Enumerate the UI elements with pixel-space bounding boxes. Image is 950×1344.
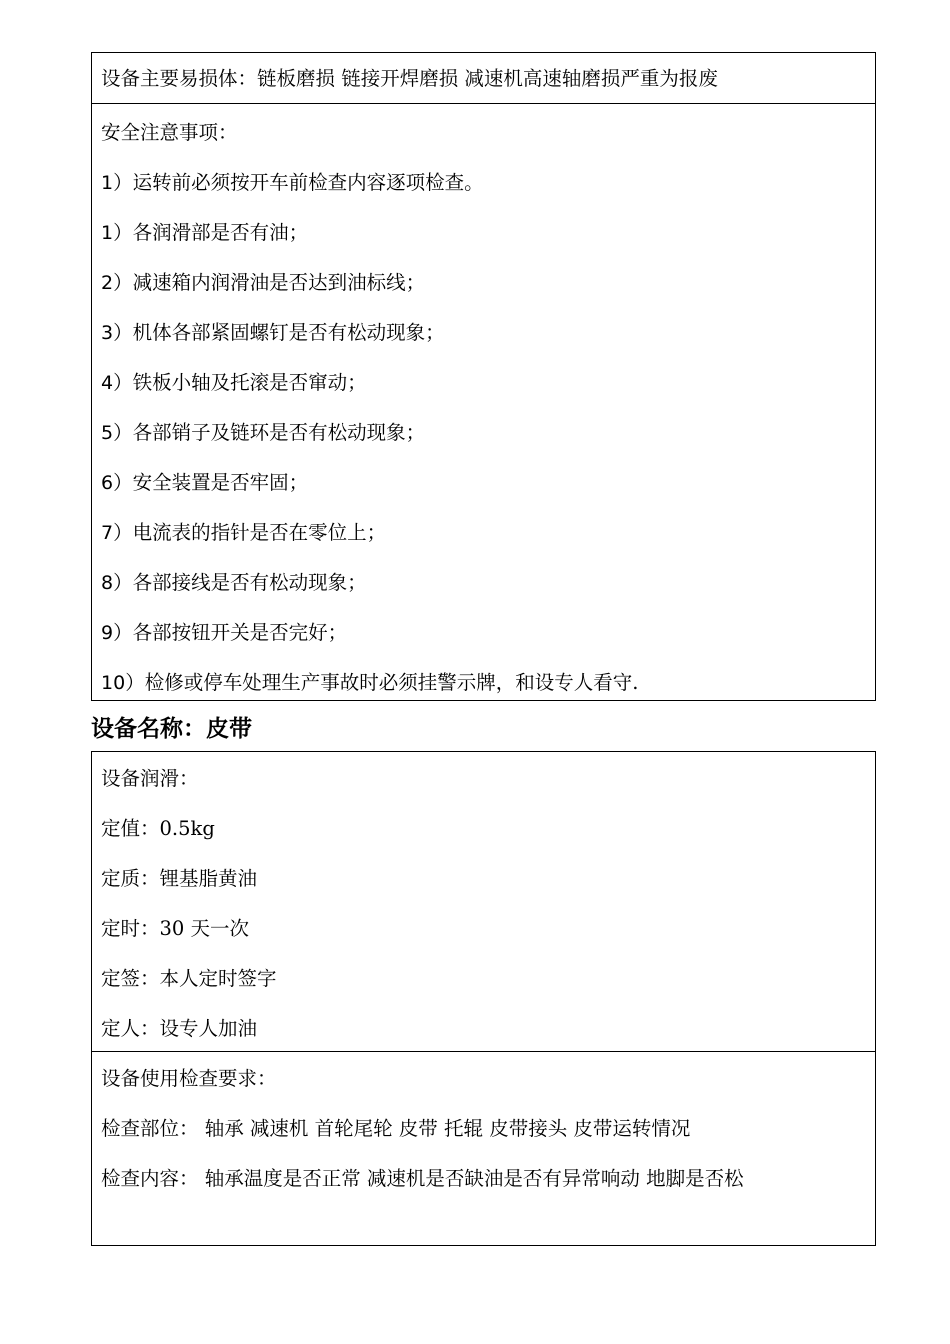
lubrication-line: 定时：30 天一次 bbox=[101, 917, 250, 940]
inspection-cell bbox=[92, 1052, 875, 1204]
safety-item-number: 5 bbox=[101, 422, 114, 444]
safety-item-text: ）各润滑部是否有油； bbox=[113, 221, 309, 244]
safety-item-text: ）检修或停车处理生产事故时必须挂警示牌，和设专人看守. bbox=[125, 671, 639, 694]
lubrication-line: 定质：锂基脂黄油 bbox=[101, 867, 258, 890]
safety-item-text: ）各部按钮开关是否完好； bbox=[113, 621, 348, 644]
safety-title: 安全注意事项： bbox=[101, 121, 238, 144]
safety-item-number: 1 bbox=[101, 172, 114, 194]
safety-item-number: 4 bbox=[101, 372, 114, 394]
lubrication-line: 定值：0.5kg bbox=[101, 817, 215, 840]
safety-item bbox=[101, 508, 875, 558]
safety-item bbox=[101, 208, 875, 258]
safety-item bbox=[101, 658, 875, 708]
safety-item bbox=[101, 558, 875, 608]
lubrication-list bbox=[101, 754, 875, 1054]
safety-item bbox=[101, 308, 875, 358]
safety-item-number: 2 bbox=[101, 272, 114, 294]
inspection-line: 检查部位： 轴承 减速机 首轮尾轮 皮带 托辊 皮带接头 皮带运转情况 bbox=[101, 1117, 691, 1140]
top-table bbox=[91, 52, 876, 701]
safety-item bbox=[101, 358, 875, 408]
safety-item bbox=[101, 458, 875, 508]
bottom-table bbox=[91, 751, 876, 1246]
safety-item bbox=[101, 258, 875, 308]
safety-item-number: 10 bbox=[101, 672, 126, 694]
inspection-line: 设备使用检查要求： bbox=[101, 1067, 277, 1090]
lubrication-cell bbox=[92, 752, 875, 1052]
safety-item-text: ）机体各部紧固螺钉是否有松动现象； bbox=[113, 321, 445, 344]
safety-item-text: ）各部销子及链环是否有松动现象； bbox=[113, 421, 426, 444]
inspection-line: 检查内容： 轴承温度是否正常 减速机是否缺油是否有异常响动 地脚是否松 bbox=[101, 1167, 744, 1190]
safety-item bbox=[101, 408, 875, 458]
safety-item-text: ）铁板小轴及托滚是否窜动； bbox=[113, 371, 367, 394]
safety-cell bbox=[92, 104, 875, 708]
wear-parts-text: 设备主要易损体：链板磨损 链接开焊磨损 减速机高速轴磨损严重为报废 bbox=[101, 67, 718, 90]
section-title: 设备名称：皮带 bbox=[91, 716, 252, 742]
wear-parts-cell bbox=[92, 53, 875, 104]
safety-item-text: ）运转前必须按开车前检查内容逐项检查。 bbox=[113, 171, 484, 194]
safety-item-number: 6 bbox=[101, 472, 114, 494]
safety-item-text: ）减速箱内润滑油是否达到油标线； bbox=[113, 271, 426, 294]
safety-item-text: ）电流表的指针是否在零位上； bbox=[113, 521, 387, 544]
lubrication-line: 定人：设专人加油 bbox=[101, 1017, 258, 1040]
safety-item-number: 7 bbox=[101, 522, 114, 544]
lubrication-line: 设备润滑： bbox=[101, 767, 199, 790]
safety-item bbox=[101, 158, 875, 208]
lubrication-line: 定签：本人定时签字 bbox=[101, 967, 277, 990]
safety-item-number: 3 bbox=[101, 322, 114, 344]
safety-item bbox=[101, 608, 875, 658]
safety-item-text: ）安全装置是否牢固； bbox=[113, 471, 309, 494]
safety-item-number: 1 bbox=[101, 222, 114, 244]
safety-item-text: ）各部接线是否有松动现象； bbox=[113, 571, 367, 594]
safety-list bbox=[101, 158, 875, 708]
safety-item-number: 8 bbox=[101, 572, 114, 594]
inspection-list bbox=[101, 1054, 875, 1204]
safety-item-number: 9 bbox=[101, 622, 114, 644]
